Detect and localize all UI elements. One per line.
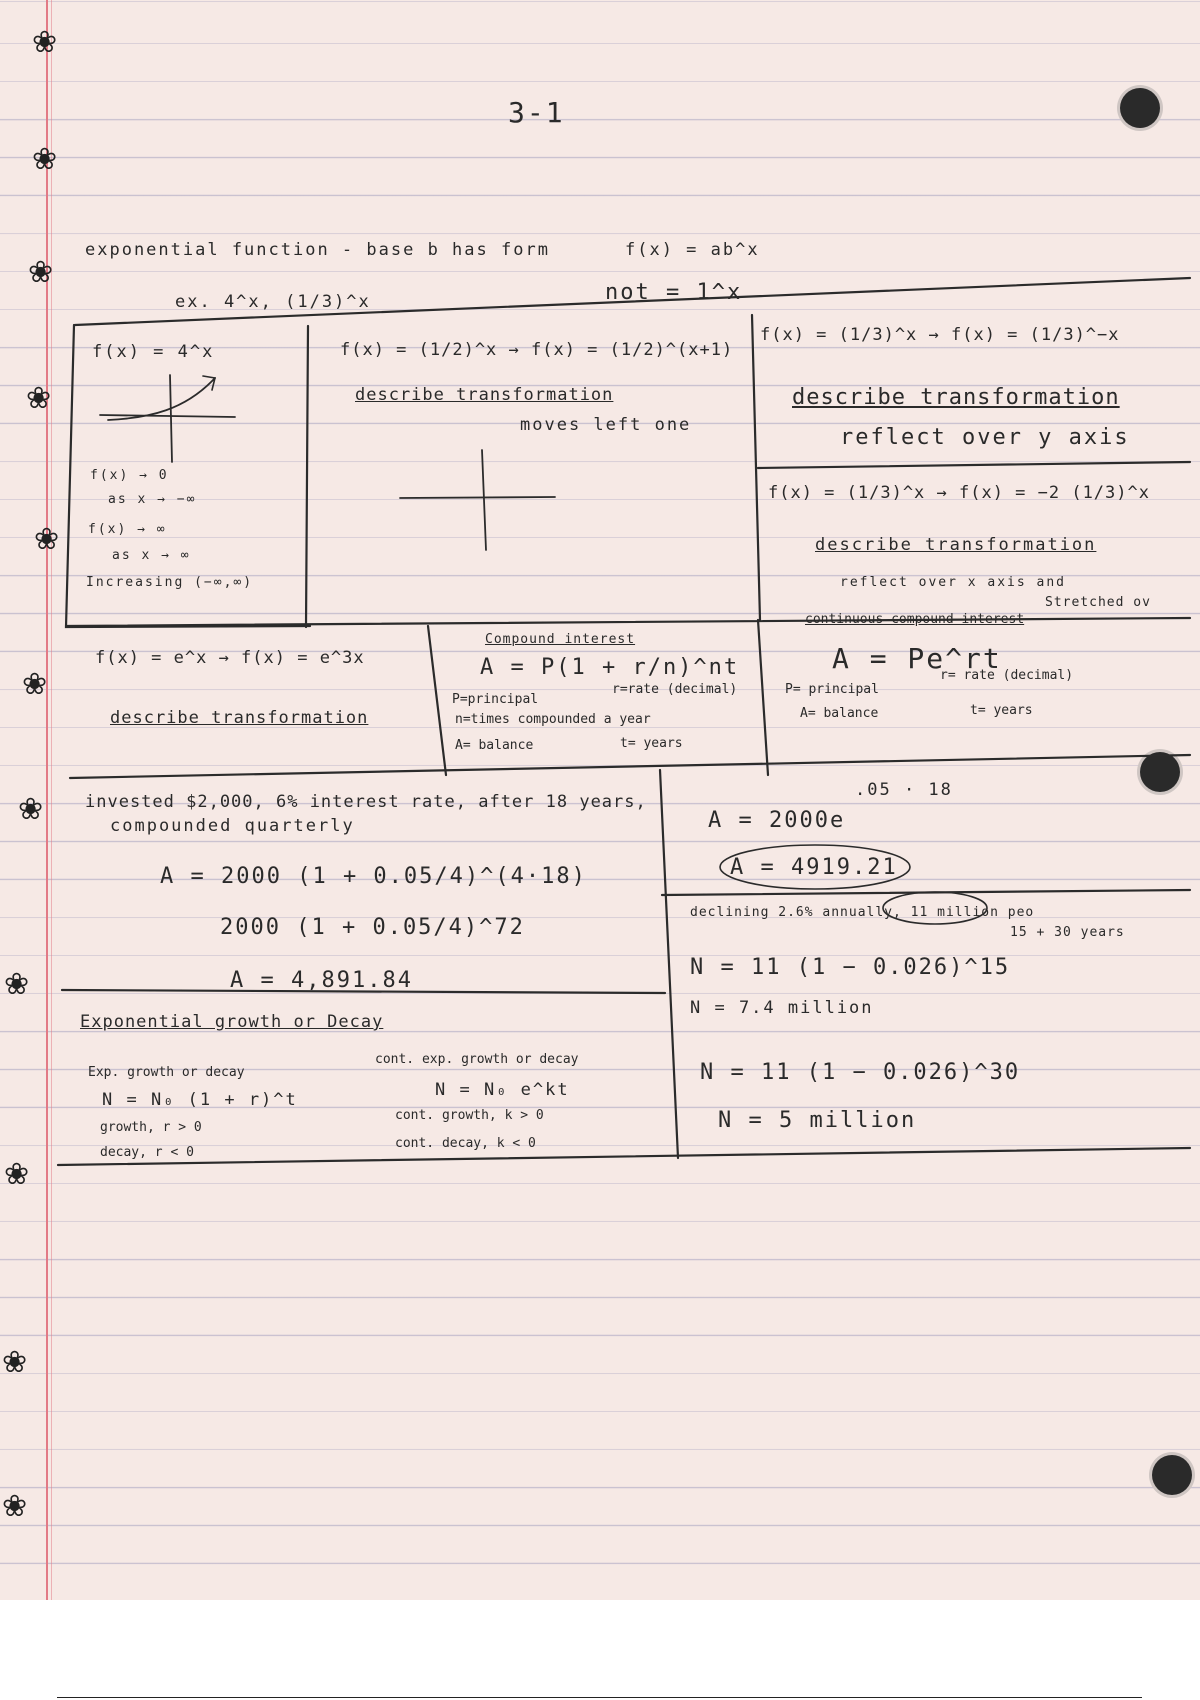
flower-doodle: ❀ [2, 1489, 28, 1524]
invest-cont-result: A = 4919.21 [730, 855, 898, 880]
invest-problem-2: compounded quarterly [110, 816, 355, 836]
row3-top-line [70, 755, 1190, 778]
population-step-2: N = 11 (1 − 0.026)^30 [700, 1060, 1021, 1085]
compound-n: n=times compounded a year [455, 712, 651, 727]
increasing-text: Increasing (−∞,∞) [86, 575, 254, 590]
shift-formula: f(x) = (1/2)^x → f(x) = (1/2)^(x+1) [340, 340, 734, 360]
flower-doodle: ❀ [26, 381, 52, 416]
invest-cont-formula: A = 2000e [708, 808, 846, 833]
divider-1 [306, 326, 308, 627]
limit-text: as x → ∞ [112, 548, 191, 563]
invest-result: A = 4,891.84 [230, 968, 413, 993]
limit-text: f(x) → ∞ [88, 522, 167, 537]
flower-doodle: ❀ [28, 255, 54, 290]
compound-r: r=rate (decimal) [612, 682, 738, 697]
growth-right-formula: N = N₀ e^kt [435, 1080, 570, 1100]
reflect-y-answer: reflect over y axis [840, 425, 1130, 450]
reflect-x-answer-2: Stretched ov [1045, 595, 1151, 610]
definition-text: exponential function - base b has form [85, 240, 550, 260]
growth-right-decay: cont. decay, k < 0 [395, 1136, 536, 1151]
continuous-t: t= years [970, 703, 1033, 718]
population-problem: declining 2.6% annually, 11 million peo [690, 905, 1035, 920]
flower-doodle: ❀ [2, 1345, 28, 1380]
flower-doodle: ❀ [18, 792, 44, 827]
growth-left-decay: decay, r < 0 [100, 1145, 194, 1160]
growth-left-growth: growth, r > 0 [100, 1120, 202, 1135]
reflect-x-prompt: describe transformation [815, 535, 1097, 555]
continuous-p: P= principal [785, 682, 879, 697]
growth-title: Exponential growth or Decay [80, 1012, 384, 1032]
shift-answer: moves left one [520, 415, 692, 435]
continuous-a: A= balance [800, 706, 879, 721]
compound-title: Compound interest [485, 632, 636, 647]
flower-doodle: ❀ [4, 1157, 30, 1192]
compound-formula: A = P(1 + r/n)^nt [480, 655, 740, 680]
population-step-1: N = 11 (1 − 0.026)^15 [690, 955, 1011, 980]
continuous-r: r= rate (decimal) [940, 668, 1074, 683]
growth-left-formula: N = N₀ (1 + r)^t [102, 1090, 298, 1110]
right-split-line [758, 462, 1190, 468]
shift-prompt: describe transformation [355, 385, 614, 405]
population-problem-2: 15 + 30 years [1010, 925, 1125, 940]
invest-cont-exponent: .05 · 18 [855, 780, 953, 800]
divider-4 [758, 620, 768, 775]
flower-doodle: ❀ [32, 25, 58, 60]
row3-bottom-line [58, 1148, 1190, 1165]
center-divider [660, 770, 678, 1158]
compound-p: P=principal [452, 692, 539, 707]
invest-step-1: A = 2000 (1 + 0.05/4)^(4·18) [160, 864, 587, 889]
reflect-x-answer: reflect over x axis and [840, 575, 1067, 590]
divider-3 [428, 626, 446, 775]
flower-doodle: ❀ [22, 667, 48, 702]
growth-left-title: Exp. growth or decay [88, 1065, 245, 1080]
flower-doodle: ❀ [34, 522, 60, 557]
limit-text: f(x) → 0 [90, 468, 169, 483]
bottom-rule [57, 1697, 1142, 1698]
e-prompt: describe transformation [110, 708, 369, 728]
e-formula: f(x) = e^x → f(x) = e^3x [95, 648, 365, 668]
flower-doodle: ❀ [4, 967, 30, 1002]
page-number: 3-1 [508, 96, 565, 129]
growth-right-title: cont. exp. growth or decay [375, 1052, 579, 1067]
limit-text: as x → −∞ [108, 492, 197, 507]
growth-right-growth: cont. growth, k > 0 [395, 1108, 544, 1123]
compound-a: A= balance [455, 738, 534, 753]
continuous-title: continuous compound interest [805, 612, 1025, 627]
invest-step-2: 2000 (1 + 0.05/4)^72 [220, 915, 525, 940]
graph-title: f(x) = 4^x [92, 342, 215, 362]
population-result-2: N = 5 million [718, 1108, 917, 1133]
flower-doodle: ❀ [32, 142, 58, 177]
invest-problem: invested $2,000, 6% interest rate, after 18 years, [85, 792, 647, 812]
definition-not: not = 1^x [605, 280, 743, 305]
continuous-formula: A = Pe^rt [832, 642, 1002, 675]
reflect-y-prompt: describe transformation [792, 385, 1120, 410]
reflect-x-formula: f(x) = (1/3)^x → f(x) = −2 (1/3)^x [768, 483, 1150, 503]
population-result-1: N = 7.4 million [690, 998, 874, 1018]
definition-examples: ex. 4^x, (1/3)^x [175, 292, 371, 312]
definition-form: f(x) = ab^x [625, 240, 760, 260]
reflect-y-formula: f(x) = (1/3)^x → f(x) = (1/3)^−x [760, 325, 1120, 345]
compound-t: t= years [620, 736, 683, 751]
